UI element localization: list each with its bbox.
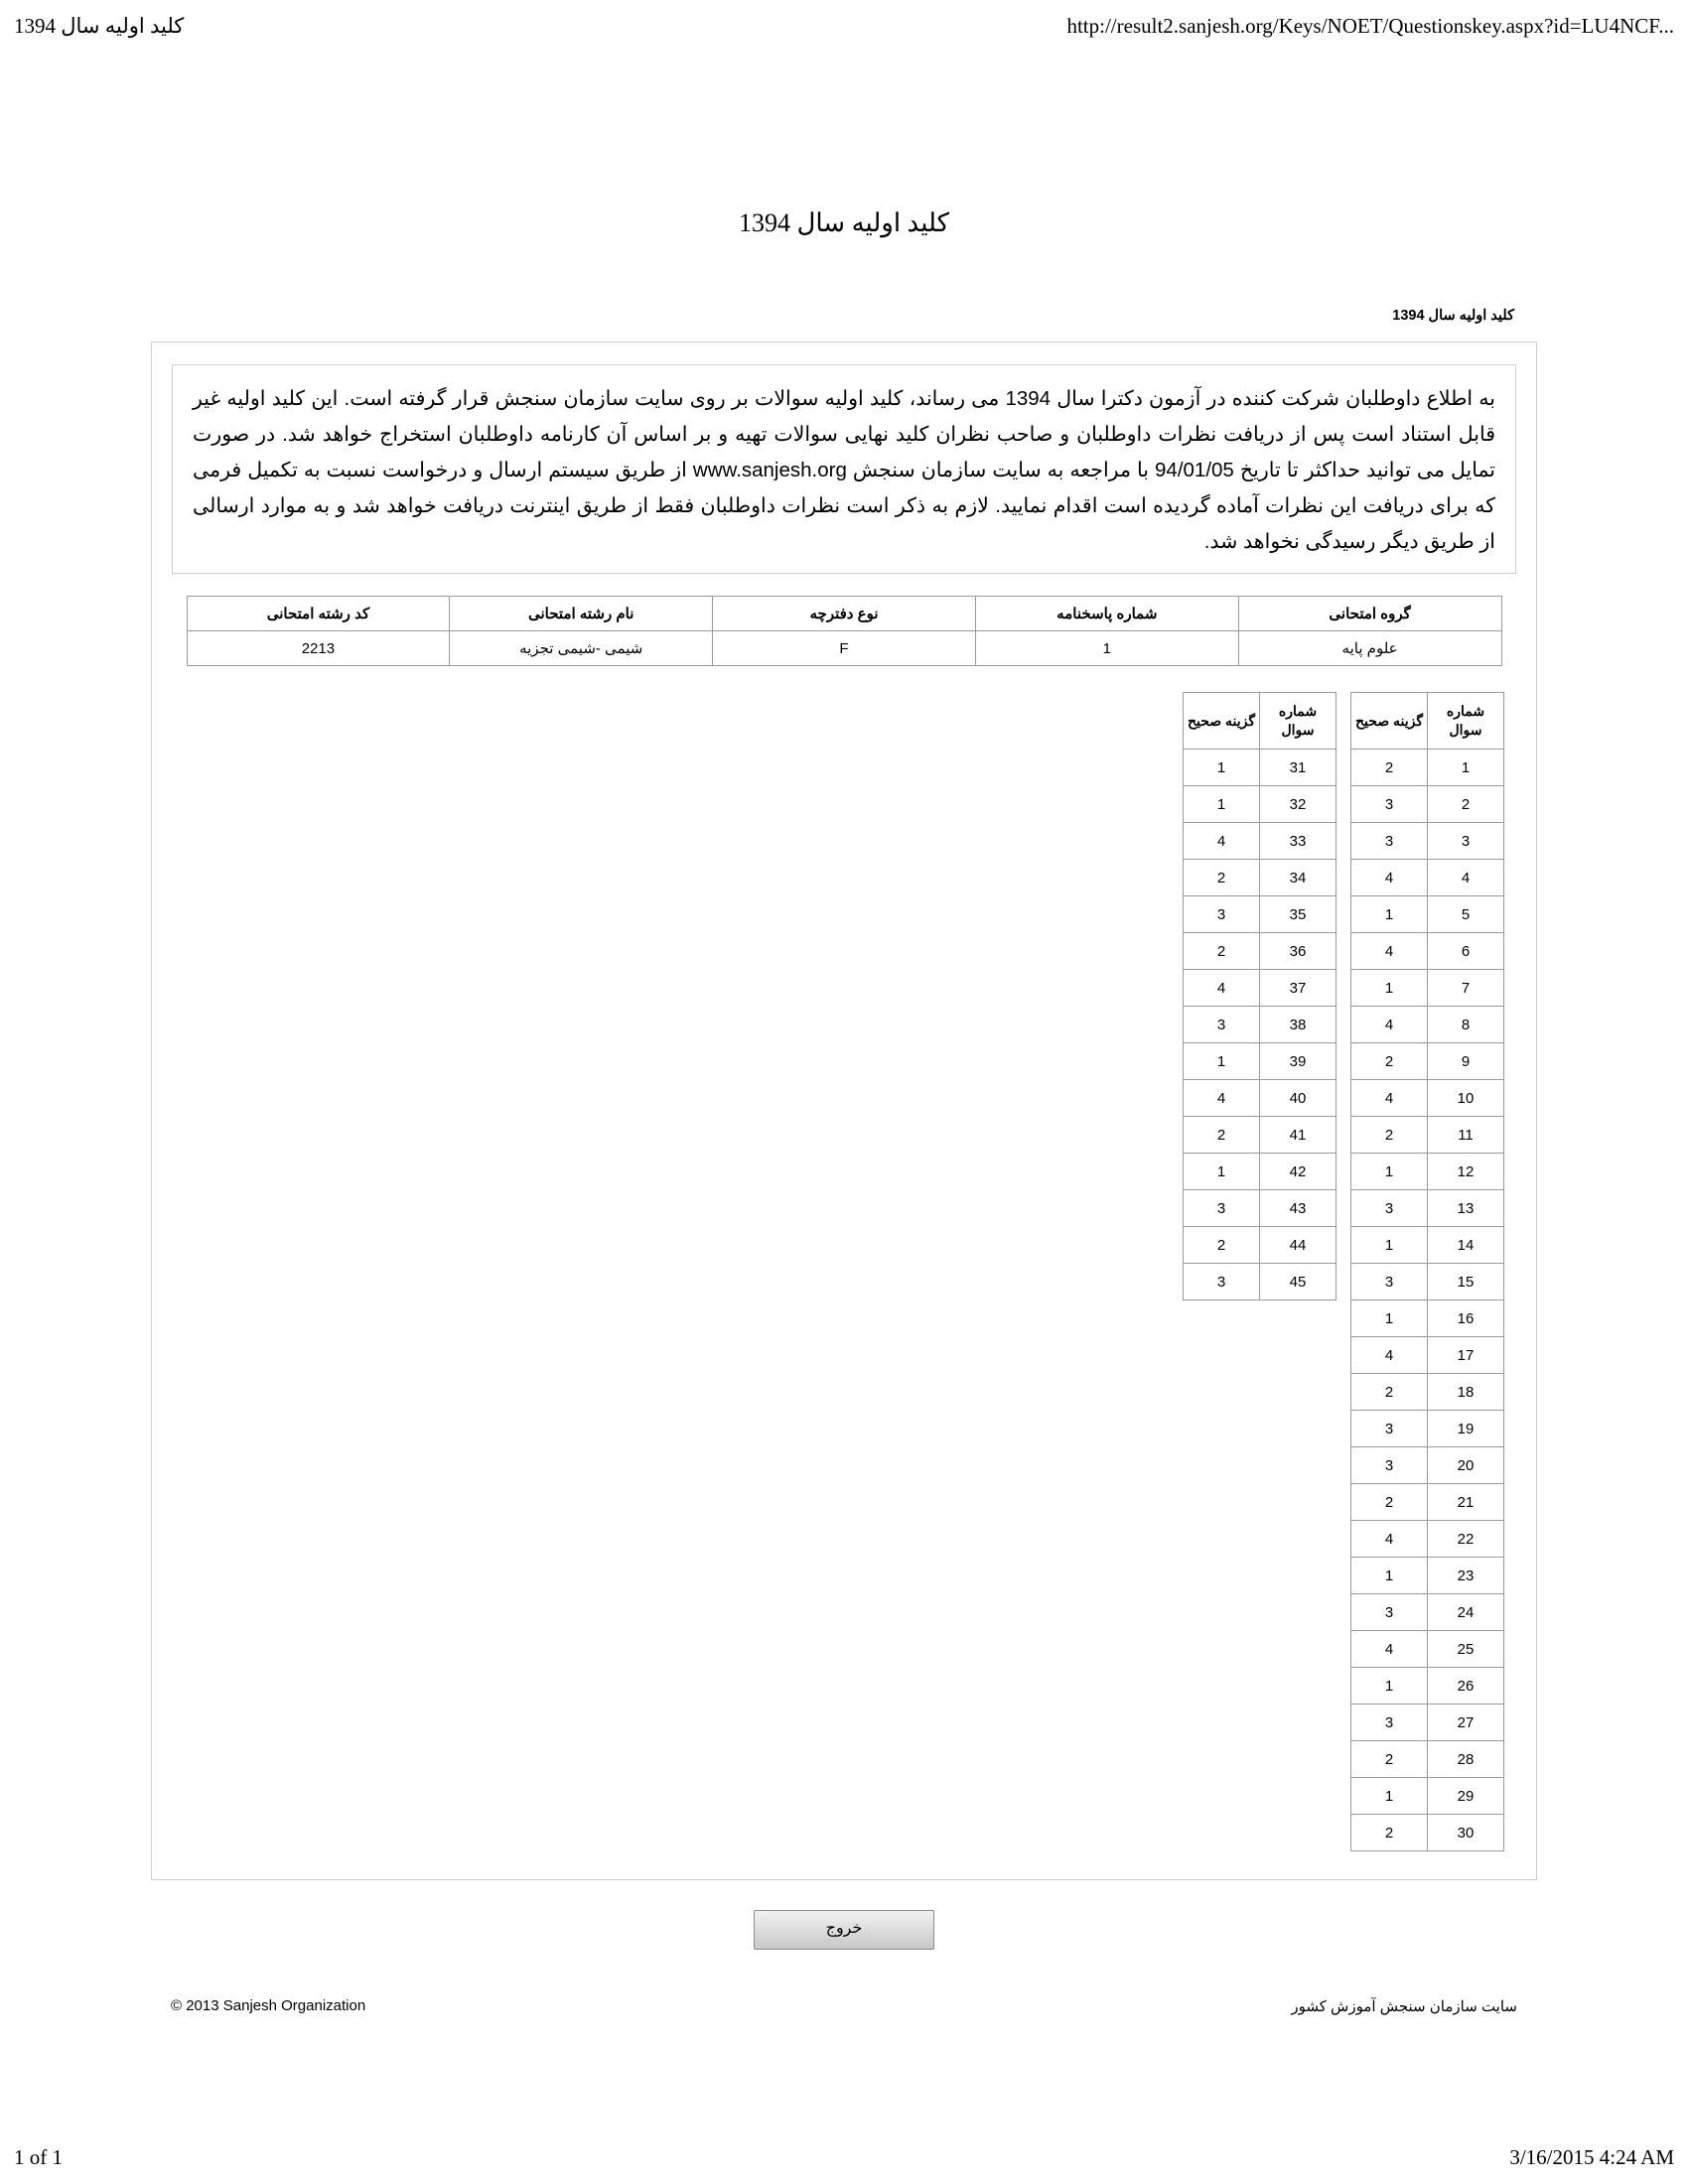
table-row — [1351, 1521, 1504, 1558]
cell-question-number: 31 — [1260, 750, 1336, 786]
table-row — [1351, 1741, 1504, 1778]
cell-question-number: 3 — [1428, 823, 1504, 860]
table-row — [1184, 1080, 1336, 1117]
table-row — [1351, 823, 1504, 860]
cell-question-number: 43 — [1260, 1190, 1336, 1227]
cell-correct-option: 3 — [1184, 1190, 1260, 1227]
cell-question-number: 27 — [1428, 1705, 1504, 1741]
table-row — [1351, 933, 1504, 970]
cell-correct-option: 4 — [1184, 970, 1260, 1007]
print-header — [0, 10, 1688, 50]
print-header-title: کلید اولیه سال 1394 — [14, 14, 185, 38]
cell-question-number: 42 — [1260, 1154, 1336, 1190]
table-row — [1351, 1117, 1504, 1154]
notice-text-part-1: به اطلاع داوطلبان شرکت کننده در آزمون دکترا سال 1394 می رساند، کلید اولیه سوالات بر روی سایت سازمان سنجش قرار گرفته است. این کلید اولیه غیر قابل استناد است پس از دریافت نظرات داوطلبان و صاحب نظران کلید نهایی سوالات تهیه و بر اساس آن کارنامه داوطلبان استخراج خواهد شد. در صورت تمایل می توانید حداکثر تا تاریخ 94/01/05 با مراجعه به سایت سازمان سنجش — [193, 387, 1496, 481]
cell-correct-option: 1 — [1351, 1778, 1428, 1815]
table-row — [1351, 970, 1504, 1007]
table-row — [1184, 933, 1336, 970]
cell-question-number: 35 — [1260, 896, 1336, 933]
cell-question-number: 44 — [1260, 1227, 1336, 1264]
cell-question-number: 7 — [1428, 970, 1504, 1007]
cell-question-number: 32 — [1260, 786, 1336, 823]
table-row — [1351, 1668, 1504, 1705]
table-row — [1351, 1594, 1504, 1631]
cell-correct-option: 2 — [1184, 1227, 1260, 1264]
table-row — [1351, 1300, 1504, 1337]
answers-table-second — [1183, 692, 1336, 1300]
cell-correct-option: 1 — [1351, 1668, 1428, 1705]
notice-text-part-2: از طریق سیستم ارسال و درخواست نسبت به تکمیل فرمی که برای دریافت این نظرات آماده گردیده است اقدام نمایید. لازم به ذکر است نظرات داوطلبان فقط از طریق اینترنت دریافت خواهد شد و به موارد ارسالی از طریق دیگر رسیدگی نخواهد شد. — [193, 458, 1495, 553]
cell-question-number: 28 — [1428, 1741, 1504, 1778]
table-row — [1351, 1631, 1504, 1668]
table-row — [1351, 1484, 1504, 1521]
value-exam-group: علوم پایه — [1238, 631, 1501, 666]
table-row — [1351, 1080, 1504, 1117]
table-header-row — [1351, 693, 1504, 750]
cell-correct-option: 1 — [1351, 970, 1428, 1007]
header-field-name: نام رشته امتحانی — [450, 597, 713, 631]
cell-question-number: 37 — [1260, 970, 1336, 1007]
table-row — [1184, 1043, 1336, 1080]
table-row — [1351, 1558, 1504, 1594]
cell-question-number: 21 — [1428, 1484, 1504, 1521]
cell-question-number: 10 — [1428, 1080, 1504, 1117]
cell-question-number: 14 — [1428, 1227, 1504, 1264]
cell-correct-option: 1 — [1184, 1154, 1260, 1190]
header-correct-option: گزینه صحیح — [1351, 693, 1428, 750]
cell-correct-option: 2 — [1184, 1117, 1260, 1154]
print-footer — [0, 2134, 1688, 2170]
cell-correct-option: 4 — [1351, 933, 1428, 970]
cell-question-number: 45 — [1260, 1264, 1336, 1300]
cell-question-number: 12 — [1428, 1154, 1504, 1190]
cell-correct-option: 2 — [1351, 1117, 1428, 1154]
table-row — [1184, 750, 1336, 786]
table-row — [1184, 823, 1336, 860]
table-row — [1184, 896, 1336, 933]
answers-body-second — [1184, 750, 1336, 1300]
cell-question-number: 17 — [1428, 1337, 1504, 1374]
table-row — [1351, 1043, 1504, 1080]
table-row — [1184, 1154, 1336, 1190]
cell-correct-option: 4 — [1351, 1080, 1428, 1117]
cell-question-number: 8 — [1428, 1007, 1504, 1043]
cell-correct-option: 3 — [1351, 1705, 1428, 1741]
notice-paragraph — [172, 364, 1516, 574]
table-row — [1351, 1411, 1504, 1447]
cell-correct-option: 1 — [1351, 1154, 1428, 1190]
cell-question-number: 39 — [1260, 1043, 1336, 1080]
cell-question-number: 24 — [1428, 1594, 1504, 1631]
header-field-code: کد رشته امتحانی — [187, 597, 450, 631]
cell-correct-option: 3 — [1184, 896, 1260, 933]
answers-tables-wrapper — [172, 692, 1516, 1851]
cell-correct-option: 3 — [1184, 1264, 1260, 1300]
cell-question-number: 40 — [1260, 1080, 1336, 1117]
table-row — [1184, 970, 1336, 1007]
cell-question-number: 6 — [1428, 933, 1504, 970]
cell-question-number: 41 — [1260, 1117, 1336, 1154]
value-field-name: شیمی -شیمی تجزیه — [450, 631, 713, 666]
header-question-number: شماره سوال — [1428, 693, 1504, 750]
table-row — [1184, 1117, 1336, 1154]
cell-correct-option: 3 — [1351, 1190, 1428, 1227]
table-row — [1351, 896, 1504, 933]
cell-correct-option: 3 — [1184, 1007, 1260, 1043]
table-row — [1351, 1264, 1504, 1300]
cell-question-number: 13 — [1428, 1190, 1504, 1227]
table-row — [1351, 1154, 1504, 1190]
header-question-number: شماره سوال — [1260, 693, 1336, 750]
table-row — [1351, 750, 1504, 786]
cell-question-number: 16 — [1428, 1300, 1504, 1337]
table-row — [1351, 1447, 1504, 1484]
header-correct-option: گزینه صحیح — [1184, 693, 1260, 750]
answers-table-first — [1350, 692, 1504, 1851]
cell-question-number: 38 — [1260, 1007, 1336, 1043]
value-answer-sheet-number: 1 — [975, 631, 1238, 666]
cell-question-number: 2 — [1428, 786, 1504, 823]
cell-correct-option: 1 — [1351, 1227, 1428, 1264]
page-content — [0, 149, 1688, 2027]
cell-correct-option: 3 — [1351, 1264, 1428, 1300]
cell-question-number: 30 — [1428, 1815, 1504, 1851]
header-booklet-type: نوع دفترچه — [713, 597, 976, 631]
cell-correct-option: 2 — [1351, 1815, 1428, 1851]
table-row — [1351, 1778, 1504, 1815]
table-header-row — [187, 597, 1501, 631]
cell-correct-option: 4 — [1351, 1337, 1428, 1374]
table-row — [1184, 1227, 1336, 1264]
exam-info-table — [187, 596, 1502, 666]
cell-correct-option: 4 — [1351, 1007, 1428, 1043]
exit-row — [151, 1910, 1537, 1950]
table-row — [1184, 1190, 1336, 1227]
sanjesh-website-link[interactable]: www.sanjesh.org — [692, 458, 847, 481]
table-header-row — [1184, 693, 1336, 750]
content-box — [151, 341, 1537, 1880]
header-answer-sheet-number: شماره پاسخنامه — [975, 597, 1238, 631]
cell-question-number: 26 — [1428, 1668, 1504, 1705]
cell-question-number: 11 — [1428, 1117, 1504, 1154]
print-timestamp: 3/16/2015 4:24 AM — [1509, 2145, 1674, 2169]
cell-question-number: 5 — [1428, 896, 1504, 933]
cell-question-number: 19 — [1428, 1411, 1504, 1447]
cell-question-number: 36 — [1260, 933, 1336, 970]
table-row — [1351, 1705, 1504, 1741]
table-row — [1351, 786, 1504, 823]
cell-correct-option: 1 — [1351, 1558, 1428, 1594]
cell-correct-option: 2 — [1351, 750, 1428, 786]
cell-correct-option: 2 — [1351, 1741, 1428, 1778]
value-field-code: 2213 — [187, 631, 450, 666]
table-row — [1351, 1815, 1504, 1851]
cell-correct-option: 1 — [1351, 896, 1428, 933]
cell-question-number: 20 — [1428, 1447, 1504, 1484]
cell-correct-option: 4 — [1351, 1631, 1428, 1668]
cell-correct-option: 2 — [1351, 1374, 1428, 1411]
table-row — [1184, 860, 1336, 896]
cell-correct-option: 2 — [1184, 933, 1260, 970]
cell-correct-option: 4 — [1351, 860, 1428, 896]
cell-question-number: 33 — [1260, 823, 1336, 860]
page-title: کلید اولیه سال 1394 — [738, 208, 950, 237]
cell-correct-option: 2 — [1184, 860, 1260, 896]
cell-correct-option: 3 — [1351, 1411, 1428, 1447]
cell-correct-option: 3 — [1351, 1447, 1428, 1484]
credits — [151, 1997, 1537, 2027]
cell-correct-option: 3 — [1351, 823, 1428, 860]
cell-question-number: 1 — [1428, 750, 1504, 786]
cell-question-number: 22 — [1428, 1521, 1504, 1558]
cell-correct-option: 4 — [1184, 823, 1260, 860]
organization-site-label: سایت سازمان سنجش آموزش کشور — [1291, 1998, 1517, 2016]
table-row — [1351, 1007, 1504, 1043]
cell-question-number: 15 — [1428, 1264, 1504, 1300]
answers-body-first — [1351, 750, 1504, 1851]
table-row — [1351, 1337, 1504, 1374]
table-row — [1351, 1227, 1504, 1264]
cell-question-number: 18 — [1428, 1374, 1504, 1411]
cell-question-number: 9 — [1428, 1043, 1504, 1080]
copyright-label: © 2013 Sanjesh Organization — [171, 1997, 366, 2015]
table-row — [1184, 1264, 1336, 1300]
cell-question-number: 25 — [1428, 1631, 1504, 1668]
table-row — [187, 631, 1501, 666]
cell-correct-option: 3 — [1351, 1594, 1428, 1631]
header-exam-group: گروه امتحانی — [1238, 597, 1501, 631]
cell-question-number: 34 — [1260, 860, 1336, 896]
cell-correct-option: 3 — [1351, 786, 1428, 823]
cell-correct-option: 1 — [1351, 1300, 1428, 1337]
cell-correct-option: 4 — [1351, 1521, 1428, 1558]
exit-button[interactable]: خروج — [754, 1910, 934, 1950]
table-row — [1351, 1374, 1504, 1411]
cell-question-number: 29 — [1428, 1778, 1504, 1815]
print-page-number: 1 of 1 — [14, 2145, 63, 2169]
table-row — [1184, 1007, 1336, 1043]
table-row — [1351, 860, 1504, 896]
cell-correct-option: 4 — [1184, 1080, 1260, 1117]
cell-correct-option: 1 — [1184, 750, 1260, 786]
value-booklet-type: F — [713, 631, 976, 666]
table-row — [1184, 786, 1336, 823]
cell-correct-option: 1 — [1184, 1043, 1260, 1080]
cell-correct-option: 2 — [1351, 1484, 1428, 1521]
cell-correct-option: 2 — [1351, 1043, 1428, 1080]
cell-question-number: 23 — [1428, 1558, 1504, 1594]
cell-correct-option: 1 — [1184, 786, 1260, 823]
cell-question-number: 4 — [1428, 860, 1504, 896]
table-row — [1351, 1190, 1504, 1227]
document-subtitle: کلید اولیه سال 1394 — [1392, 308, 1514, 324]
print-header-url: http://result2.sanjesh.org/Keys/NOET/Questionskey.aspx?id=LU4NCF... — [1066, 14, 1674, 38]
